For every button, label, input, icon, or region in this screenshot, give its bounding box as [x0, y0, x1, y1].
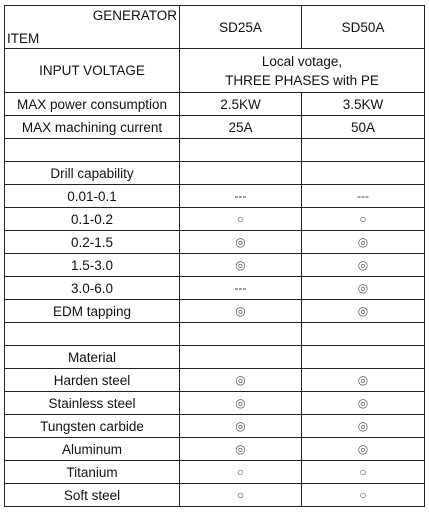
material-sd50a-rating: ○	[302, 484, 425, 507]
section-blank-cell	[180, 346, 302, 369]
material-sd50a-rating: ◎	[302, 369, 425, 392]
material-row	[5, 484, 425, 507]
material-sd50a-rating: ◎	[302, 438, 425, 461]
drill-row	[5, 185, 425, 208]
drill-sd50a-rating: ◎	[302, 277, 425, 300]
drill-range-label: 0.1-0.2	[5, 208, 180, 231]
input-voltage-label: INPUT VOLTAGE	[5, 49, 180, 93]
drill-sd25a-rating: ---	[180, 277, 302, 300]
material-label: Stainless steel	[5, 392, 180, 415]
drill-sd50a-rating: ○	[302, 208, 425, 231]
max-current-label: MAX machining current	[5, 116, 180, 139]
drill-range-label: 3.0-6.0	[5, 277, 180, 300]
header-row	[5, 6, 425, 49]
material-sd50a-rating: ◎	[302, 392, 425, 415]
material-row	[5, 369, 425, 392]
material-sd50a-rating: ◎	[302, 415, 425, 438]
drill-range-label: 1.5-3.0	[5, 254, 180, 277]
section-blank-cell	[302, 346, 425, 369]
section-blank-cell	[302, 162, 425, 185]
material-sd25a-rating: ○	[180, 461, 302, 484]
spacer-row	[5, 139, 425, 162]
input-voltage-row	[5, 49, 425, 93]
spacer-cell	[5, 139, 180, 162]
max-power-row	[5, 93, 425, 116]
material-label: Aluminum	[5, 438, 180, 461]
material-label: Tungsten carbide	[5, 415, 180, 438]
material-sd25a-rating: ◎	[180, 415, 302, 438]
max-current-row	[5, 116, 425, 139]
max-current-sd50a: 50A	[302, 116, 425, 139]
material-label: Harden steel	[5, 369, 180, 392]
spacer-cell	[180, 139, 302, 162]
drill-row	[5, 231, 425, 254]
spacer-cell	[302, 139, 425, 162]
drill-sd50a-rating: ◎	[302, 231, 425, 254]
corner-cell	[5, 6, 180, 49]
drill-row	[5, 300, 425, 323]
spacer-cell	[5, 323, 180, 346]
drill-sd25a-rating: ---	[180, 185, 302, 208]
max-current-sd25a: 25A	[180, 116, 302, 139]
generator-spec-table	[4, 5, 425, 507]
material-row	[5, 392, 425, 415]
material-sd25a-rating: ◎	[180, 392, 302, 415]
material-row	[5, 415, 425, 438]
spacer-cell	[302, 323, 425, 346]
drill-sd25a-rating: ○	[180, 208, 302, 231]
drill-sd25a-rating: ◎	[180, 231, 302, 254]
drill-section-title: Drill capability	[5, 162, 180, 185]
max-power-sd50a: 3.5KW	[302, 93, 425, 116]
max-power-label: MAX power consumption	[5, 93, 180, 116]
drill-sd25a-rating: ◎	[180, 254, 302, 277]
drill-row	[5, 208, 425, 231]
spacer-cell	[180, 323, 302, 346]
drill-row	[5, 254, 425, 277]
drill-section-header	[5, 162, 425, 185]
item-label: ITEM	[7, 31, 40, 46]
drill-sd25a-rating: ◎	[180, 300, 302, 323]
material-sd25a-rating: ◎	[180, 369, 302, 392]
drill-sd50a-rating: ◎	[302, 300, 425, 323]
material-sd25a-rating: ○	[180, 484, 302, 507]
input-voltage-line-1: Local votage,	[261, 53, 343, 69]
drill-sd50a-rating: ---	[302, 185, 425, 208]
model-header-sd50a: SD50A	[302, 6, 425, 49]
generator-label: GENERATOR	[92, 8, 177, 23]
drill-row	[5, 277, 425, 300]
drill-range-label: 0.01-0.1	[5, 185, 180, 208]
material-label: Soft steel	[5, 484, 180, 507]
material-section-title: Material	[5, 346, 180, 369]
input-voltage-line-2: THREE PHASES with PE	[225, 72, 379, 88]
drill-range-label: EDM tapping	[5, 300, 180, 323]
material-section-header	[5, 346, 425, 369]
drill-sd50a-rating: ◎	[302, 254, 425, 277]
input-voltage-value	[180, 49, 425, 93]
material-sd25a-rating: ◎	[180, 438, 302, 461]
spacer-row	[5, 323, 425, 346]
drill-range-label: 0.2-1.5	[5, 231, 180, 254]
max-power-sd25a: 2.5KW	[180, 93, 302, 116]
model-header-sd25a: SD25A	[180, 6, 302, 49]
material-row	[5, 461, 425, 484]
section-blank-cell	[180, 162, 302, 185]
material-sd50a-rating: ○	[302, 461, 425, 484]
material-label: Titanium	[5, 461, 180, 484]
material-row	[5, 438, 425, 461]
